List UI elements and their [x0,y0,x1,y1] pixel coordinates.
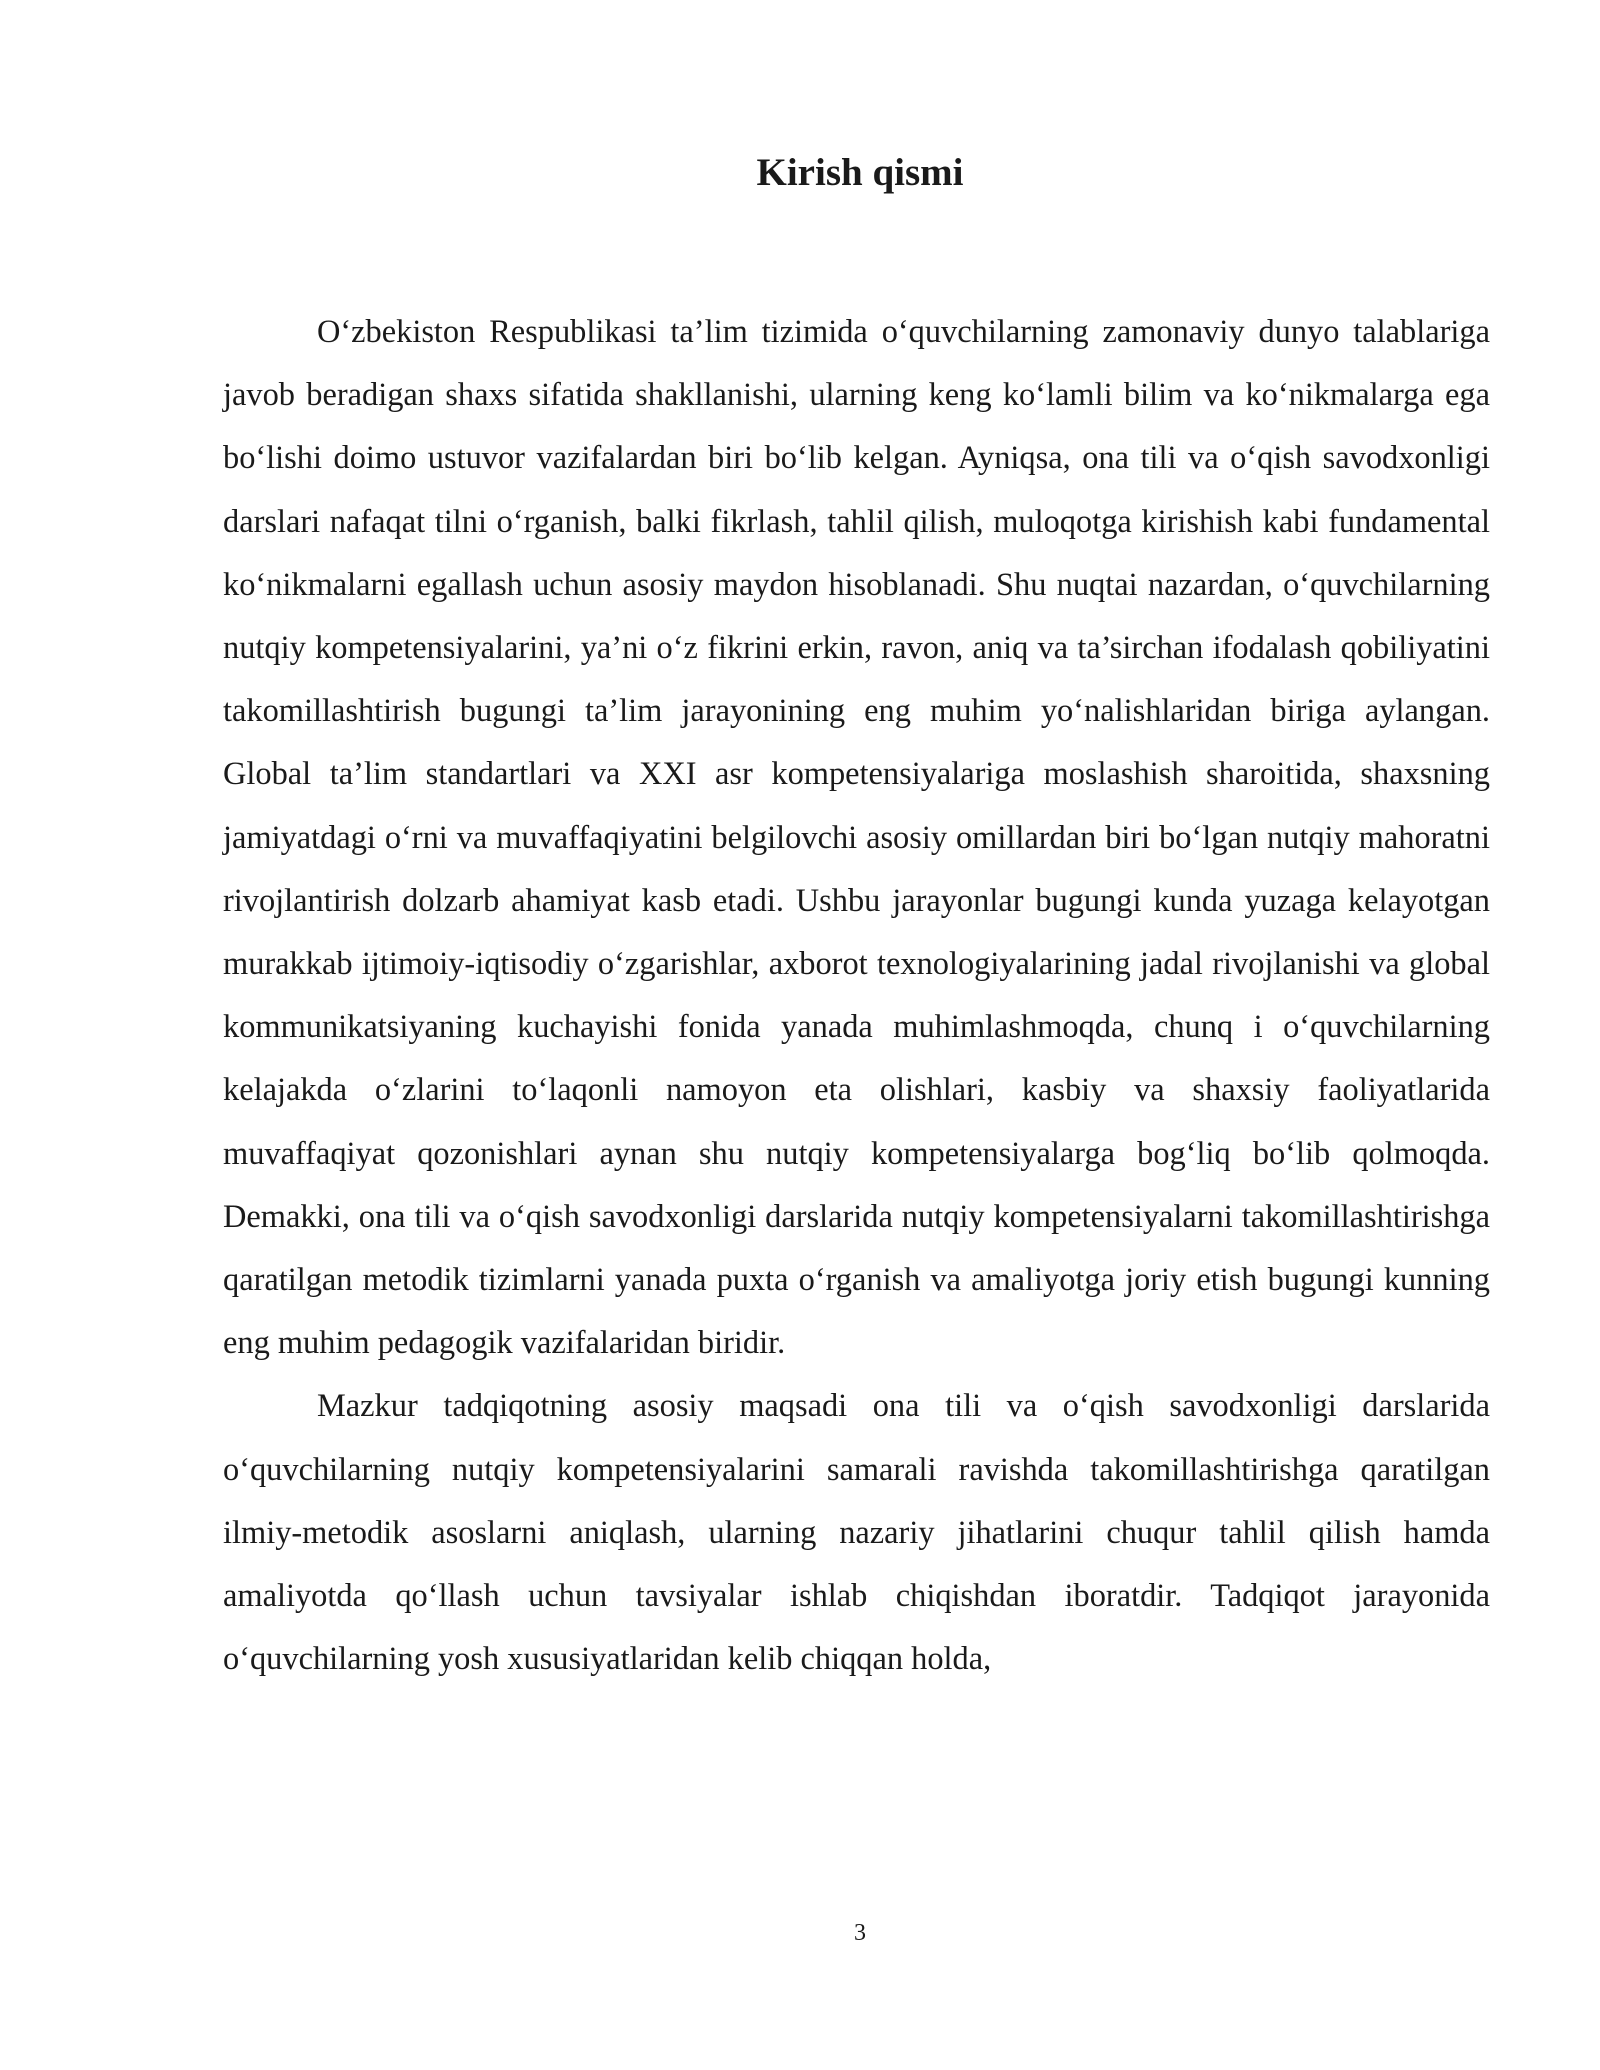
body-text [223,301,1490,1691]
paragraph-2: Mazkur tadqiqotning asosiy maqsadi ona tili va o‘qish savodxonligi darslarida o‘quvchilarning nutqiy kompetensiyalarini samarali ravishda takomillashtirishga qaratilgan ilmiy-metodik asoslarni aniqlash, ularning nazariy jihatlarini chuqur tahlil qilish hamda amaliyotda qo‘llash uchun tavsiyalar ishlab chiqishdan iboratdir. Tadqiqot jarayonida o‘quvchilarning yosh xususiyatlaridan kelib chiqqan holda, [223,1388,1490,1678]
page-title: Kirish qismi [756,151,964,194]
paragraph-1: O‘zbekiston Respublikasi ta’lim tizimida o‘quvchilarning zamonaviy dunyo talablariga javob beradigan shaxs sifatida shakllanishi, ularning keng ko‘lamli bilim va ko‘nikmalarga ega bo‘lishi doimo ustuvor vazifalardan biri bo‘lib kelgan. Ayniqsa, ona tili va o‘qish savodxonligi darslari nafaqat tilni o‘rganish, balki fikrlash, tahlil qilish, muloqotga kirishish kabi fundamental ko‘nikmalarni egallash uchun asosiy maydon hisoblanadi. Shu nuqtai nazardan, o‘quvchilarning nutqiy kompetensiyalarini, ya’ni o‘z fikrini erkin, ravon, aniq va ta’sirchan ifodalash qobiliyatini takomillashtirish bugungi ta’lim jarayonining eng muhim yo‘nalishlaridan biriga aylangan. Global ta’lim standartlari va XXI asr kompetensiyalariga moslashish sharoitida, shaxsning jamiyatdagi o‘rni va muvaffaqiyatini belgilovchi asosiy omillardan biri bo‘lgan nutqiy mahoratni rivojlantirish dolzarb ahamiyat kasb etadi. Ushbu jarayonlar bugungi kunda yuzaga kelayotgan murakkab ijtimoiy-iqtisodiy o‘zgarishlar, axborot texnologiyalarining jadal rivojlanishi va global kommunikatsiyaning kuchayishi fonida yanada muhimlashmoqda, chunq i o‘quvchilarning kelajakda o‘zlarini to‘laqonli namoyon eta olishlari, kasbiy va shaxsiy faoliyatlarida muvaffaqiyat qozonishlari aynan shu nutqiy kompetensiyalarga bog‘liq bo‘lib qolmoqda. Demakki, ona tili va o‘qish savodxonligi darslarida nutqiy kompetensiyalarni takomillashtirishga qaratilgan metodik tizimlarni yanada puxta o‘rganish va amaliyotga joriy etish bugungi kunning eng muhim pedagogik vazifalaridan biridir. [223,314,1490,1362]
page-number: 3 [854,1920,866,1946]
